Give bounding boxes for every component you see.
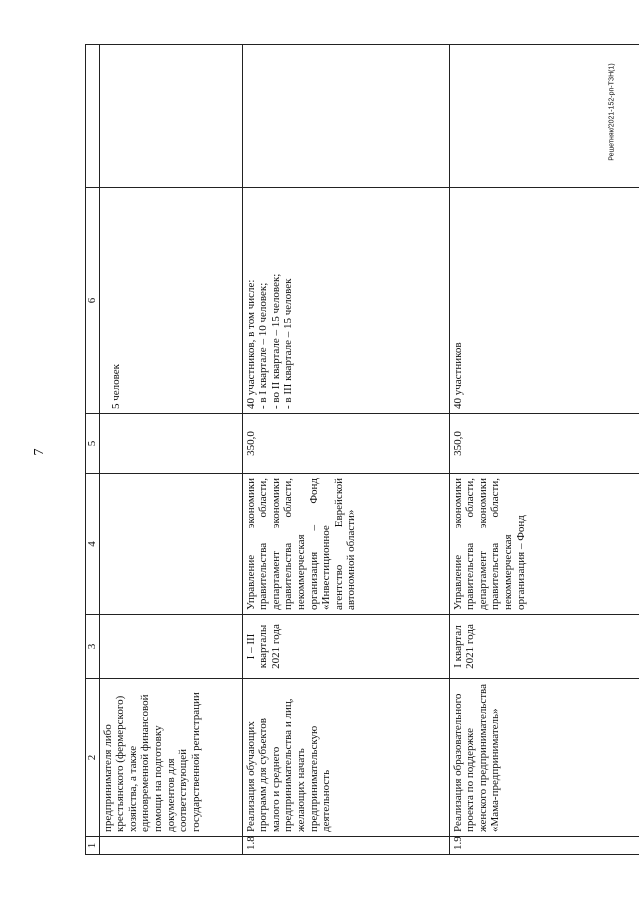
measure-cell: Реализация образовательного проекта по поддержке женского предпринимательства «Мама-предприниматель» [449,679,639,837]
row-number: 1.8 [242,837,449,855]
measure-cell: Реализация обучающих программ для субъектов малого и среднего предпринимательства и лиц, желающих начать предпринимательскую деятельность [242,679,449,837]
result-item: - в I квартале – 10 человек; [257,282,270,409]
header-col-3: 3 [86,615,100,679]
result-item: - во II квартале – 15 человек; [269,273,282,409]
row-number: 1.9 [449,837,639,855]
result-text: 5 человек [109,363,122,409]
term-cell [99,615,242,679]
header-col-1: 1 [86,837,100,855]
result-cell: 40 участников [449,188,639,414]
amount-cell: 350,0 [449,414,639,474]
measures-table [85,44,639,855]
header-col-5: 5 [86,414,100,474]
note-cell [449,45,639,188]
header-col-7 [86,45,100,188]
term-cell: I – III кварталы 2021 года [242,615,449,679]
result-cell [242,188,449,414]
note-cell [242,45,449,188]
result-item: - в III квартале – 15 человек [282,278,295,409]
rotated-table-container [85,45,639,855]
measure-cell: предпринимателя либо крестьянского (фермерского) хозяйства, а также единовременной финансовой помощи на подготовку документов для соответствующей государственной регистрации [99,679,242,837]
table-row [449,45,639,855]
term-cell: I квартал 2021 года [449,615,639,679]
table-row [99,45,242,855]
document-id: Решетняк/2021-152-рп-ТЗН(1) [608,63,616,161]
page-number: 7 [32,448,47,456]
amount-cell [99,414,242,474]
amount-cell: 350,0 [242,414,449,474]
result-text: 40 участников, в том числе: [244,279,257,409]
header-col-6: 6 [86,188,100,414]
header-row [86,45,100,855]
executor-cell: Управление экономики правительства области, департамент экономики правительства области, некоммерческая организация – Фонд «Инвестиционное агентство Еврейской автономной области» [242,474,449,615]
header-col-2: 2 [86,679,100,837]
note-cell [99,45,242,188]
result-cell [99,188,242,414]
table-row [242,45,449,855]
executor-cell [99,474,242,615]
executor-cell: Управление экономики правительства области, департамент экономики правительства области, некоммерческая организация – Фонд [449,474,639,615]
header-col-4: 4 [86,474,100,615]
row-number [99,837,242,855]
